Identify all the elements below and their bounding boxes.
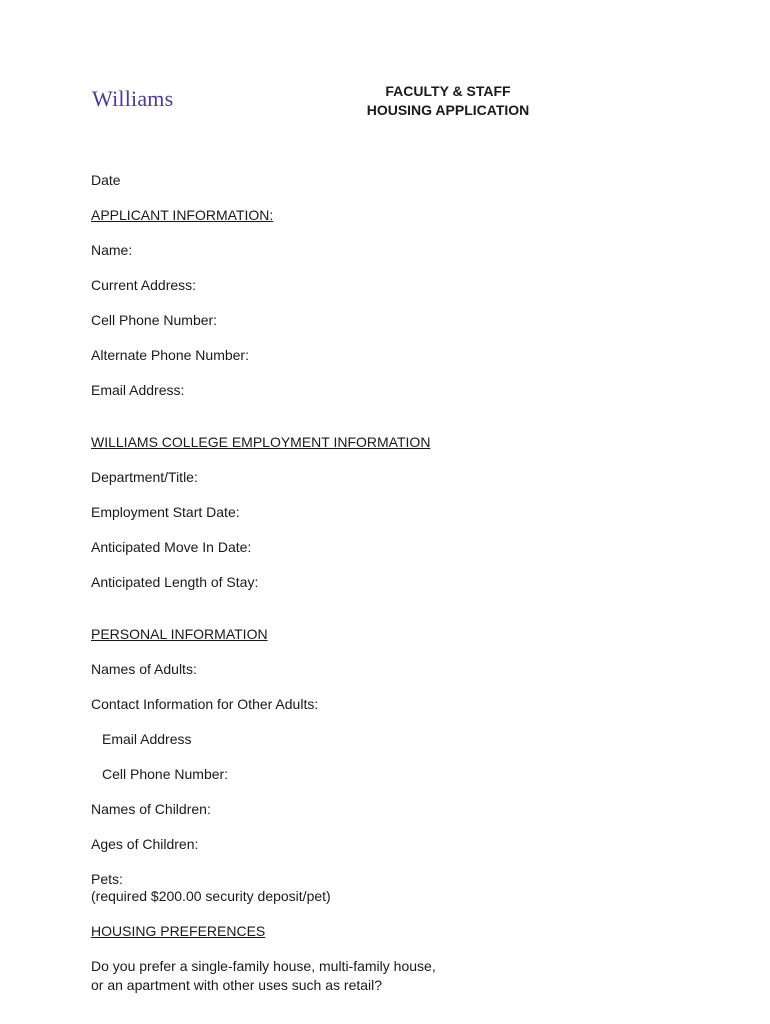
employment-start-date-label: Employment Start Date: [91,504,240,520]
ages-of-children-label: Ages of Children: [91,836,199,852]
contact-other-adults-label: Contact Information for Other Adults: [91,696,319,712]
alternate-phone-label: Alternate Phone Number: [91,347,249,363]
williams-logo: Williams [92,86,174,111]
applicant-info-heading: APPLICANT INFORMATION: [91,207,274,223]
cell-phone-label: Cell Phone Number: [91,312,218,328]
housing-question-line-2: or an apartment with other uses such as retail? [91,977,383,993]
title-line-1: FACULTY & STAFF [385,83,511,99]
names-of-children-label: Names of Children: [91,801,211,817]
page-title [340,82,556,120]
pets-label: Pets: [91,871,123,887]
personal-info-heading: PERSONAL INFORMATION [91,626,268,642]
housing-preferences-heading: HOUSING PREFERENCES [91,923,266,939]
title-line-2: HOUSING APPLICATION [366,102,530,118]
other-adults-email-label: Email Address [102,731,192,747]
employment-info-heading: WILLIAMS COLLEGE EMPLOYMENT INFORMATION [91,434,431,450]
names-of-adults-label: Names of Adults: [91,661,197,677]
other-adults-cell-label: Cell Phone Number: [102,766,229,782]
housing-question-line-1: Do you prefer a single-family house, multi-family house, [91,958,436,974]
pets-deposit-note: (required $200.00 security deposit/pet) [91,888,331,904]
email-address-label: Email Address: [91,382,185,398]
length-of-stay-label: Anticipated Length of Stay: [91,574,259,590]
date-label: Date [91,172,121,188]
name-label: Name: [91,242,133,258]
move-in-date-label: Anticipated Move In Date: [91,539,252,555]
current-address-label: Current Address: [91,277,197,293]
department-title-label: Department/Title: [91,469,198,485]
